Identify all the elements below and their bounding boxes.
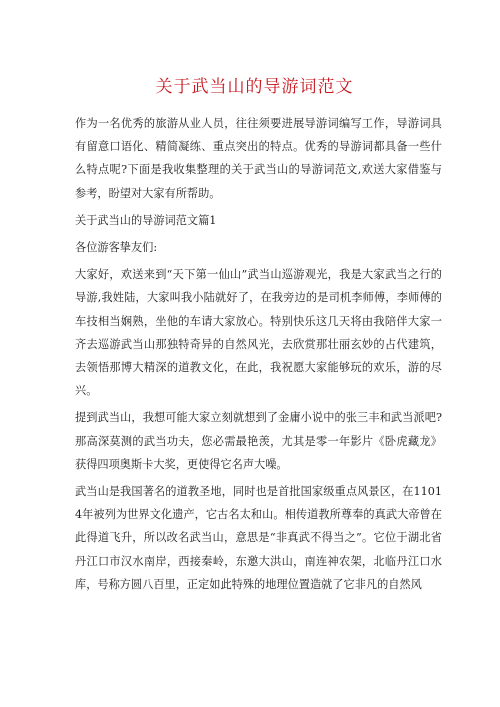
- document-title: 关于武当山的导游词范文: [155, 77, 354, 96]
- greeting-line: 各位游客挚友们:: [75, 241, 158, 255]
- section-heading: 关于武当山的导游词范文篇1: [75, 213, 217, 227]
- body-paragraph: 大家好，欢送来到“天下第一仙山”武当山巡游观光，我是大家武当之行的导游,我姓陆，大家叫我小陆就好了，在我旁边的是司机李师傅，李师傅的车技相当娴熟，坐他的车请大家放心。特别快乐这几天将由我陪伴大家一齐去巡游武当山那独特奇异的自然风光，去欣赏那壮丽玄妙的占代建筑，去领悟那博大精深的道教文化，在此，我祝愿大家能够玩的欢乐，游的尽兴。: [75, 268, 442, 398]
- body-paragraph: 武当山是我国著名的道教圣地，同时也是首批国家级重点风景区，在11014年被列为世界文化遗产，它古名太和山。相传道教所尊奉的真武大帝曾在此得道飞升，所以改名武当山，意思是“非真武不得当之”。它位于湖北省丹江口市汉水南岸，西接秦岭，东邀大洪山，南连神农架，北临丹江口水库，号称方圆八百里，正定如此特殊的地理位置造就了它非凡的自然风: [75, 485, 442, 591]
- body-paragraph: 提到武当山，我想可能大家立刻就想到了金庸小说中的张三丰和武当派吧?那高深莫测的武当功夫，您必需最艳羡，尤其是零一年影片《卧虎藏龙》获得四项奥斯卡大奖，更使得它名声大噪。: [75, 411, 442, 471]
- intro-paragraph: 作为一名优秀的旅游从业人员，往往须要进展导游词编写工作，导游词具有留意口语化、精简凝练、重点突出的特点。优秀的导游词都具备一些什么特点呢?下面是我收集整理的关于武当山的导游词范文,欢送大家借鉴与参考，盼望对大家有所帮助。: [75, 117, 442, 200]
